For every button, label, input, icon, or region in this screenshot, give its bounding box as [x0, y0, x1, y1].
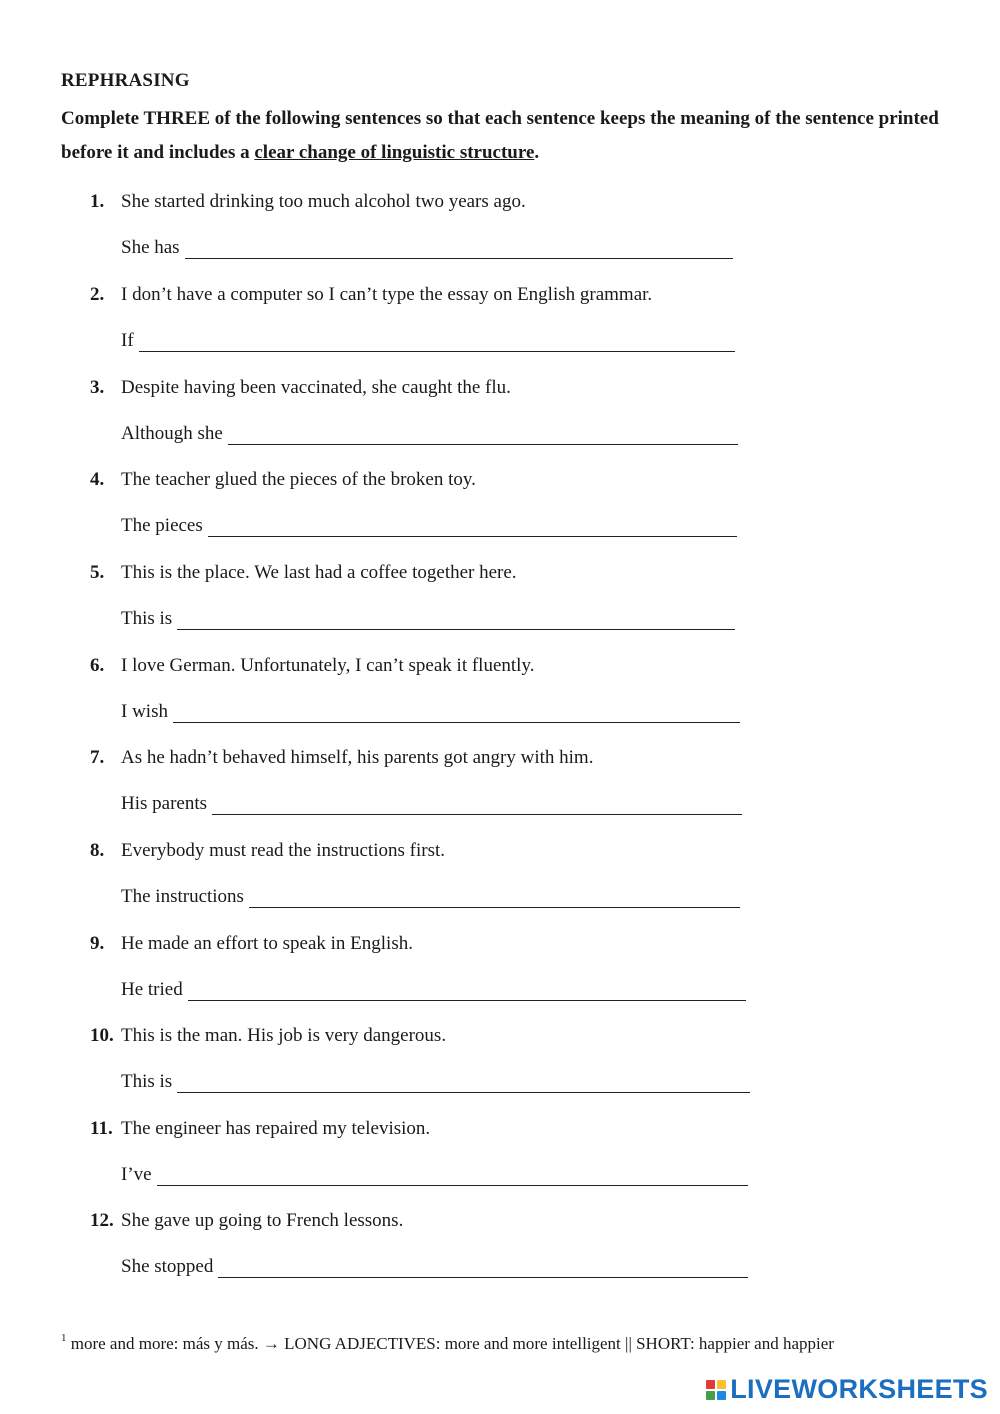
answer-row	[121, 515, 737, 537]
answer-row	[121, 423, 738, 445]
answer-blank[interactable]	[212, 796, 742, 815]
source-sentence: Everybody must read the instructions first.	[121, 840, 445, 861]
brand-logo-icon	[706, 1380, 726, 1400]
answer-prompt: She has	[121, 237, 180, 258]
item-number: 10.	[90, 1025, 114, 1046]
answer-blank[interactable]	[228, 426, 738, 445]
answer-blank[interactable]	[177, 1074, 750, 1093]
item-number: 2.	[90, 284, 105, 305]
answer-prompt: If	[121, 330, 134, 351]
logo-square	[706, 1391, 715, 1400]
answer-prompt: This is	[121, 608, 173, 629]
answer-blank[interactable]	[249, 889, 740, 908]
item-number: 4.	[90, 469, 105, 490]
instructions-end: .	[534, 142, 540, 163]
answer-row	[121, 1256, 748, 1278]
source-sentence: I don’t have a computer so I can’t type the essay on English grammar.	[121, 284, 653, 305]
answer-prompt: I wish	[121, 701, 168, 722]
answer-prompt: This is	[121, 1071, 173, 1092]
item-number: 7.	[90, 747, 105, 768]
answer-row	[121, 330, 735, 352]
answer-row	[121, 237, 733, 259]
item-number: 11.	[90, 1118, 113, 1139]
source-sentence: Despite having been vaccinated, she caught the flu.	[121, 377, 511, 398]
source-sentence: As he hadn’t behaved himself, his parents got angry with him.	[121, 747, 594, 768]
answer-row	[121, 886, 740, 908]
source-sentence: The teacher glued the pieces of the broken toy.	[121, 469, 476, 490]
answer-blank[interactable]	[218, 1259, 748, 1278]
source-sentence: This is the place. We last had a coffee together here.	[121, 562, 517, 583]
answer-prompt: I’ve	[121, 1164, 152, 1185]
answer-blank[interactable]	[173, 704, 740, 723]
instructions-text: Complete THREE of the following sentences so that each sentence keeps the meaning of the sentence printed before it and includes a	[61, 108, 939, 163]
answer-row	[121, 793, 742, 815]
footnote	[61, 1334, 834, 1354]
footnote-text: more and more: más y más. → LONG ADJECTIVES: more and more intelligent || SHORT: happier and happier	[66, 1334, 834, 1353]
source-sentence: She started drinking too much alcohol two years ago.	[121, 191, 526, 212]
answer-prompt: He tried	[121, 979, 183, 1000]
worksheet-heading: REPHRASING	[61, 70, 190, 91]
answer-prompt: The pieces	[121, 515, 203, 536]
answer-prompt: She stopped	[121, 1256, 214, 1277]
logo-square	[717, 1391, 726, 1400]
answer-prompt: The instructions	[121, 886, 244, 907]
source-sentence: I love German. Unfortunately, I can’t speak it fluently.	[121, 655, 535, 676]
answer-blank[interactable]	[208, 518, 737, 537]
item-number: 6.	[90, 655, 105, 676]
answer-row	[121, 608, 735, 630]
item-number: 8.	[90, 840, 105, 861]
answer-blank[interactable]	[188, 982, 746, 1001]
answer-blank[interactable]	[177, 611, 735, 630]
logo-square	[706, 1380, 715, 1389]
answer-blank[interactable]	[139, 333, 735, 352]
liveworksheets-logo	[706, 1374, 988, 1405]
source-sentence: The engineer has repaired my television.	[121, 1118, 431, 1139]
answer-row	[121, 1164, 748, 1186]
footnote-mark: 1	[61, 1332, 67, 1344]
item-number: 5.	[90, 562, 105, 583]
item-number: 9.	[90, 933, 105, 954]
item-number: 1.	[90, 191, 105, 212]
instructions	[61, 102, 941, 170]
brand-name: LIVEWORKSHEETS	[730, 1374, 988, 1404]
answer-prompt: Although she	[121, 423, 223, 444]
item-number: 12.	[90, 1210, 114, 1231]
logo-square	[717, 1380, 726, 1389]
answer-row	[121, 1071, 750, 1093]
answer-row	[121, 701, 740, 723]
answer-prompt: His parents	[121, 793, 208, 814]
source-sentence: He made an effort to speak in English.	[121, 933, 413, 954]
answer-blank[interactable]	[185, 240, 733, 259]
instructions-underlined: clear change of linguistic structure	[254, 142, 535, 163]
source-sentence: This is the man. His job is very dangerous.	[121, 1025, 447, 1046]
answer-blank[interactable]	[157, 1167, 748, 1186]
item-number: 3.	[90, 377, 105, 398]
source-sentence: She gave up going to French lessons.	[121, 1210, 404, 1231]
answer-row	[121, 979, 746, 1001]
